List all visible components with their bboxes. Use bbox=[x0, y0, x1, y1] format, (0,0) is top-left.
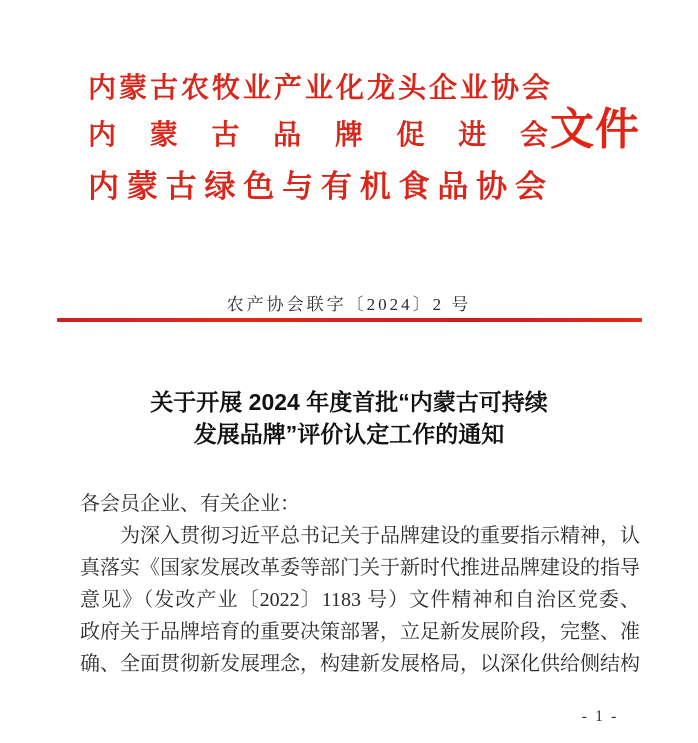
letterhead-org-1: 内蒙古农牧业产业化龙头企业协会 bbox=[88, 73, 550, 104]
document-title-line-2: 发展品牌”评价认定工作的通知 bbox=[193, 421, 505, 447]
letterhead-row-2 bbox=[88, 106, 644, 160]
paragraph-line: 意见》（发改产业〔2022〕1183 号）文件精神和自治区党委、 bbox=[80, 589, 640, 611]
letterhead-org-2: 内蒙古品牌促进会 bbox=[88, 120, 548, 151]
document-title-line-1: 关于开展 2024 年度首批“内蒙古可持续 bbox=[150, 389, 548, 415]
paragraph-line: 为深入贯彻习近平总书记关于品牌建设的重要指示精神，认 bbox=[120, 525, 640, 547]
paragraph-line: 政府关于品牌培育的重要决策部署，立足新发展阶段，完整、准 bbox=[80, 621, 640, 643]
paragraph-line: 确、全面贯彻新发展理念，构建新发展格局，以深化供给侧结构 bbox=[80, 653, 640, 675]
document-reference-number: 农产协会联字〔2024〕2 号 bbox=[226, 295, 472, 314]
salutation-line: 各会员企业、有关企业： bbox=[80, 493, 300, 515]
letterhead-org-3: 内蒙古绿色与有机食品协会 bbox=[88, 169, 546, 204]
red-separator-line bbox=[57, 318, 642, 322]
paragraph-line: 真落实《国家发展改革委等部门关于新时代推进品牌建设的指导 bbox=[80, 557, 640, 579]
document-title bbox=[0, 386, 698, 450]
letterhead-doc-type-label: 文件 bbox=[550, 105, 640, 154]
document-body bbox=[80, 488, 640, 680]
page-number: - 1 - bbox=[581, 708, 619, 725]
